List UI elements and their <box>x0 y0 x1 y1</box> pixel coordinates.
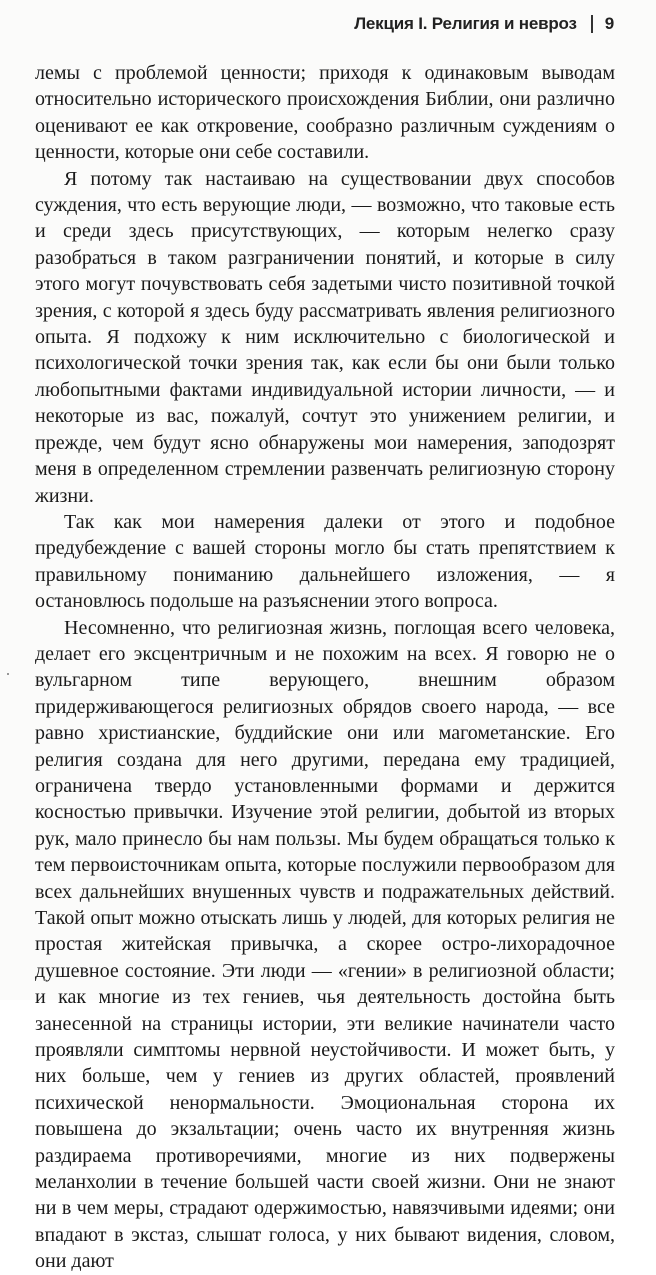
paragraph: Так как мои намерения далеки от этого и подобное предубеждение с вашей стороны могло бы стать препятствием к правильному пониманию дальнейшего изложения, — я остановлюсь подольше на разъяснении этого вопроса. <box>35 510 615 613</box>
body-text <box>35 60 615 1275</box>
scan-speck <box>7 673 9 675</box>
paragraph: Я потому так настаиваю на существовании двух способов суждения, что есть верующие люди, — возможно, что таковые есть и среди здесь присутствующих, — которым нелегко сразу разобраться в таком разграничении понятий, и которые в силу этого могут почувствовать себя задетыми чисто позитивной точкой зрения, с которой я здесь буду рассматривать явления религиозного опыта. Я подхожу к ним исключительно с биологической и психологической точки зрения так, как если бы они были только любопытными фактами индивидуальной истории личности, — и некоторые из вас, пожалуй, сочтут это унижением религии, и прежде, чем будут ясно обнаружены мои намерения, заподозрят меня в определенном стремлении развенчать религиозную сторону жизни. <box>35 167 615 507</box>
page-number: 9 <box>604 14 614 33</box>
paragraph: лемы с проблемой ценности; приходя к одинаковым выводам относительно исторического происхождения Библии, они различно оценивают ее как откровение, сообразно различным суждениям о ценности, которые они себе составили. <box>35 62 615 164</box>
running-title: Лекция I. Религия и невроз <box>354 14 577 33</box>
running-header <box>354 14 614 34</box>
paragraph: Несомненно, что религиозная жизнь, поглощая всего человека, делает его эксцентричным и не похожим на всех. Я говорю не о вульгарном типе верующего, внешним образом придерживающегося религиозных обрядов своего народа, — все равно христианские, буддийские они или магометанские. Его религия создана для него другими, передана ему традицией, ограничена твердо установленными формами и держится косностью привычки. Изучение этой религии, добытой из вторых рук, мало принесло бы нам пользы. Мы будем обращаться только к тем первоисточникам опыта, которые послужили первообразом для всех дальнейших внушенных чувств и подражательных действий. Такой опыт можно отыскать лишь у людей, для которых религия не простая житейская привычка, а скорее остро-лихорадочное душевное состояние. Эти люди — «гении» в религиозной области; и как многие из тех гениев, чья деятельность достойна быть занесенной на страницы истории, эти великие начинатели часто проявляли симптомы нервной неустойчивости. И может быть, у них больше, чем у гениев из других областей, проявлений психической ненормальности. Эмоциональная сторона их повышена до экзальтации; очень часто их внутренняя жизнь раздираема противоречиями, многие из них подвержены меланхолии в течение большей части своей жизни. Они не знают ни в чем меры, страдают одержимостью, навязчивыми идеями; они впадают в экстаз, слышат голоса, у них бывают видения, словом, они дают <box>35 616 615 1273</box>
header-divider <box>591 15 593 33</box>
